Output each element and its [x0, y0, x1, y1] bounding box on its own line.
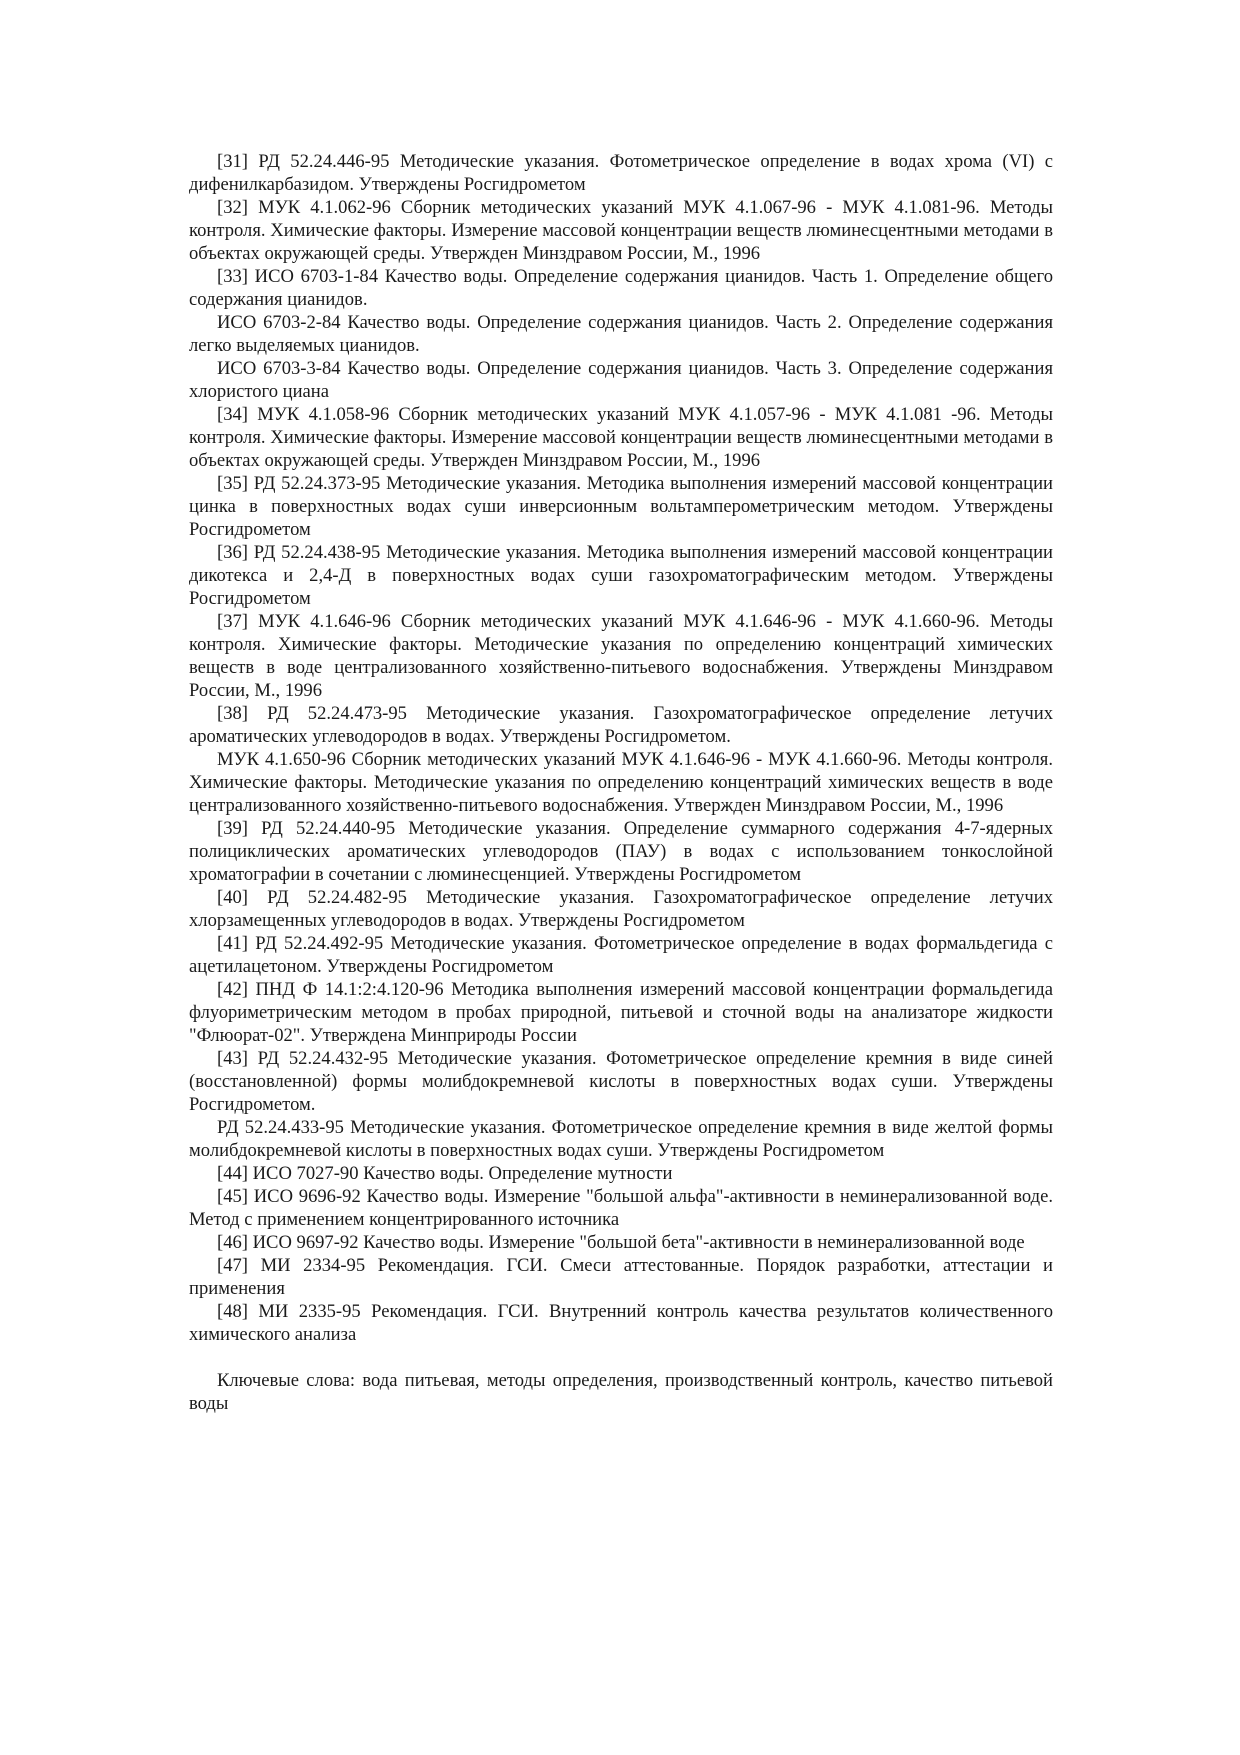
- reference-entry: ИСО 6703-3-84 Качество воды. Определение содержания цианидов. Часть 3. Определение содержания хлористого циана: [189, 358, 1053, 402]
- reference-entry: [36] РД 52.24.438-95 Методические указания. Методика выполнения измерений массовой концентрации дикотекса и 2,4-Д в поверхностных водах суши газохроматографическим методом. Утверждены Росгидрометом: [189, 542, 1053, 609]
- reference-entry: [32] МУК 4.1.062-96 Сборник методических указаний МУК 4.1.067-96 - МУК 4.1.081-96. Методы контроля. Химические факторы. Измерение массовой концентрации веществ люминесцентными методами в объектах окружающей среды. Утвержден Минздравом России, М., 1996: [189, 197, 1053, 264]
- reference-entry: [39] РД 52.24.440-95 Методические указания. Определение суммарного содержания 4-7-ядерных полициклических ароматических углеводородов (ПАУ) в водах с использованием тонкослойной хроматографии в сочетании с люминесценцией. Утверждены Росгидрометом: [189, 818, 1053, 885]
- reference-entry: [47] МИ 2334-95 Рекомендация. ГСИ. Смеси аттестованные. Порядок разработки, аттестации и применения: [189, 1255, 1053, 1299]
- document-page: [189, 150, 1053, 1415]
- reference-entry: [45] ИСО 9696-92 Качество воды. Измерение "большой альфа"-активности в неминерализованной воде. Метод с применением концентрированного источника: [189, 1186, 1053, 1230]
- reference-entry: [44] ИСО 7027-90 Качество воды. Определение мутности: [217, 1163, 673, 1184]
- reference-entry: [31] РД 52.24.446-95 Методические указания. Фотометрическое определение в водах хрома (VI) с дифенилкарбазидом. Утверждены Росгидрометом: [189, 151, 1053, 195]
- reference-entry: РД 52.24.433-95 Методические указания. Фотометрическое определение кремния в виде желтой формы молибдокремневой кислоты в поверхностных водах суши. Утверждены Росгидрометом: [189, 1117, 1053, 1161]
- reference-entry: [34] МУК 4.1.058-96 Сборник методических указаний МУК 4.1.057-96 - МУК 4.1.081 -96. Методы контроля. Химические факторы. Измерение массовой концентрации веществ люминесцентными методами в объектах окружающей среды. Утвержден Минздравом России, М., 1996: [189, 404, 1053, 471]
- reference-entry: [33] ИСО 6703-1-84 Качество воды. Определение содержания цианидов. Часть 1. Определение общего содержания цианидов.: [189, 266, 1053, 310]
- reference-entry: [46] ИСО 9697-92 Качество воды. Измерение "большой бета"-активности в неминерализованной воде: [217, 1232, 1025, 1253]
- reference-entry: [43] РД 52.24.432-95 Методические указания. Фотометрическое определение кремния в виде синей (восстановленной) формы молибдокремневой кислоты в поверхностных водах суши. Утверждены Росгидрометом.: [189, 1048, 1053, 1115]
- reference-entry: [35] РД 52.24.373-95 Методические указания. Методика выполнения измерений массовой концентрации цинка в поверхностных водах суши инверсионным вольтамперометрическим методом. Утверждены Росгидрометом: [189, 473, 1053, 540]
- reference-entry: [42] ПНД Ф 14.1:2:4.120-96 Методика выполнения измерений массовой концентрации формальдегида флуориметрическим методом в пробах природной, питьевой и сточной воды на анализаторе жидкости "Флюорат-02". Утверждена Минприроды России: [189, 979, 1053, 1046]
- reference-entry: [37] МУК 4.1.646-96 Сборник методических указаний МУК 4.1.646-96 - МУК 4.1.660-96. Методы контроля. Химические факторы. Методические указания по определению концентраций химических веществ в воде централизованного хозяйственно-питьевого водоснабжения. Утверждены Минздравом России, М., 1996: [189, 611, 1053, 701]
- reference-entry: [40] РД 52.24.482-95 Методические указания. Газохроматографическое определение летучих хлорзамещенных углеводородов в водах. Утверждены Росгидрометом: [189, 887, 1053, 931]
- reference-entry: [48] МИ 2335-95 Рекомендация. ГСИ. Внутренний контроль качества результатов количественного химического анализа: [189, 1301, 1053, 1345]
- reference-entry: ИСО 6703-2-84 Качество воды. Определение содержания цианидов. Часть 2. Определение содержания легко выделяемых цианидов.: [189, 312, 1053, 356]
- keywords-paragraph: Ключевые слова: вода питьевая, методы определения, производственный контроль, качество питьевой воды: [189, 1370, 1053, 1414]
- reference-entry: [41] РД 52.24.492-95 Методические указания. Фотометрическое определение в водах формальдегида с ацетилацетоном. Утверждены Росгидрометом: [189, 933, 1053, 977]
- reference-entry: МУК 4.1.650-96 Сборник методических указаний МУК 4.1.646-96 - МУК 4.1.660-96. Методы контроля. Химические факторы. Методические указания по определению концентраций химических веществ в воде централизованного хозяйственно-питьевого водоснабжения. Утвержден Минздравом России, М., 1996: [189, 749, 1053, 816]
- references-list: [189, 150, 1053, 1346]
- reference-entry: [38] РД 52.24.473-95 Методические указания. Газохроматографическое определение летучих ароматических углеводородов в водах. Утверждены Росгидрометом.: [189, 703, 1053, 747]
